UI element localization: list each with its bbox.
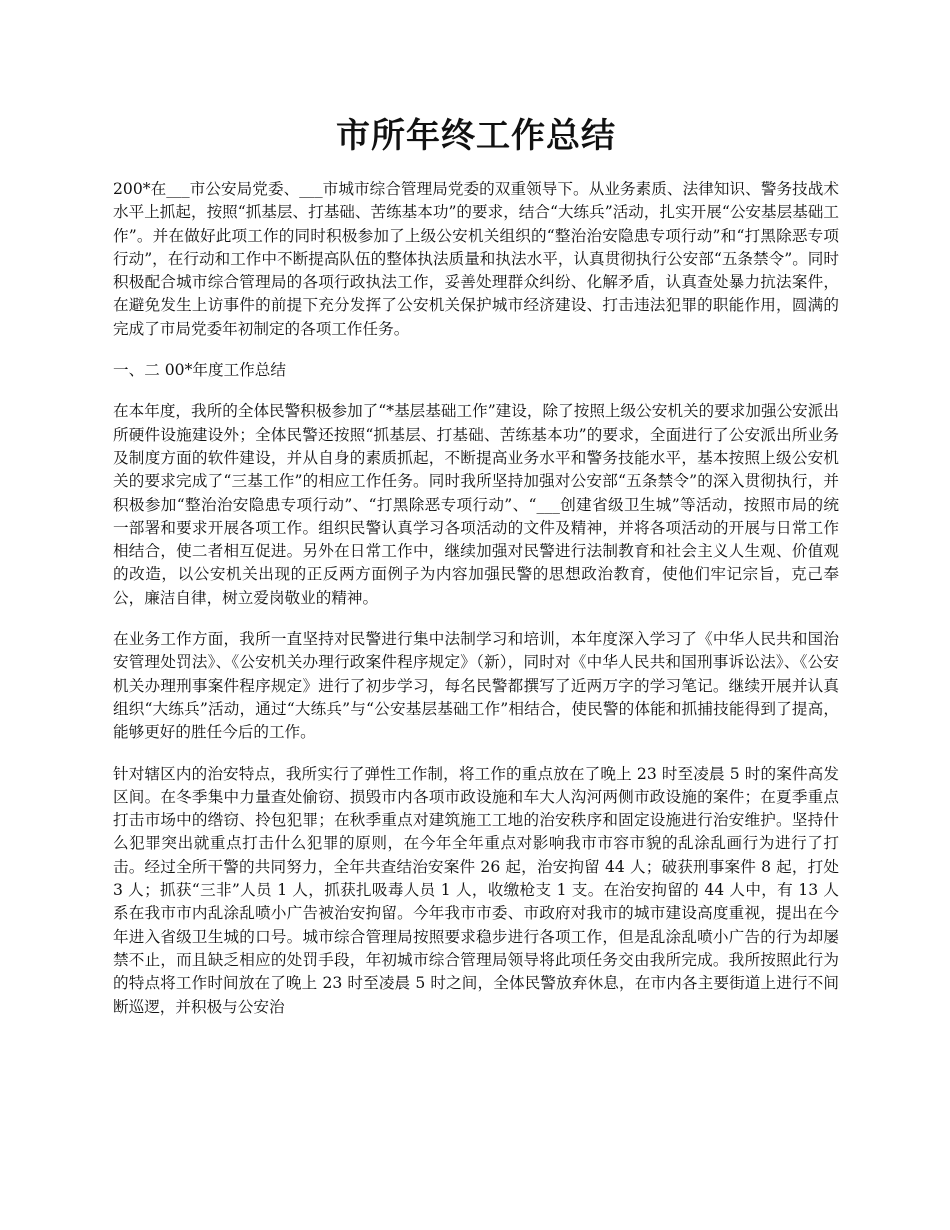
business-work-paragraph: 在业务工作方面，我所一直坚持对民警进行集中法制学习和培训，本年度深入学习了《中华人民共和国治安管理处罚法》、《公安机关办理行政案件程序规定》（新），同时对《中华人民共和国刑事诉讼法》、《公安机关办理刑事案件程序规定》进行了初步学习，每名民警都撰写了近两万字的学习笔记。继续开展并认真组织“大练兵”活动，通过“大练兵”与“公安基层基础工作”相结合，使民警的体能和抓捕技能得到了提高，能够更好的胜任今后的工作。	[113, 630, 839, 742]
work-summary-paragraph: 在本年度，我所的全体民警积极参加了“*基层基础工作”建设，除了按照上级公安机关的要求加强公安派出所硬件设施建设外；全体民警还按照“抓基层、打基础、苦练基本功”的要求，全面进行了公安派出所业务及制度方面的软件建设，并从自身的素质抓起，不断提高业务水平和警务技能水平，基本按照上级公安机关的要求完成了“三基工作”的相应工作任务。同时我所坚持加强对公安部“五条禁令”的深入贯彻执行，并积极参加“整治治安隐患专项行动”、“打黑除恶专项行动”、“___创建省级卫生城”等活动，按照市局的统一部署和要求开展各项工作。组织民警认真学习各项活动的文件及精神，并将各项活动的开展与日常工作相结合，使二者相互促进。另外在日常工作中，继续加强对民警进行法制教育和社会主义人生观、价值观的改造，以公安机关出现的正反两方面例子为内容加强民警的思想政治教育，使他们牢记宗旨，克己奉公，廉洁自律，树立爱岗敬业的精神。	[113, 402, 839, 607]
section-heading: 一、二 00*年度工作总结	[113, 361, 286, 380]
intro-paragraph: 200*在___市公安局党委、___市城市综合管理局党委的双重领导下。从业务素质、法律知识、警务技战术水平上抓起，按照“抓基层、打基础、苦练基本功”的要求，结合“大练兵”活动，扎实开展“公安基层基础工作”。并在做好此项工作的同时积极参加了上级公安机关组织的“整治治安隐患专项行动”和“打黑除恶专项行动”，在行动和工作中不断提高队伍的整体执法质量和执法水平，认真贯彻执行公安部“五条禁令”。同时积极配合城市综合管理局的各项行政执法工作，妥善处理群众纠纷、化解矛盾，认真查处暴力抗法案件，在避免发生上访事件的前提下充分发挥了公安机关保护城市经济建设、打击违法犯罪的职能作用，圆满的完成了市局党委年初制定的各项工作任务。	[113, 180, 839, 338]
document-body	[113, 178, 839, 1037]
public-security-paragraph: 针对辖区内的治安特点，我所实行了弹性工作制，将工作的重点放在了晚上 23 时至凌晨 5 时的案件高发区间。在冬季集中力量查处偷窃、损毁市内各项市政设施和车大人沟河两侧市政设施的案件；在夏季重点打击市场中的绺窃、拎包犯罪；在秋季重点对建筑施工工地的治安秩序和固定设施进行治安维护。坚持什么犯罪突出就重点打击什么犯罪的原则，在今年全年重点对影响我市市容市貌的乱涂乱画行为进行了打击。经过全所干警的共同努力，全年共查结治安案件 26 起，治安拘留 44 人；破获刑事案件 8 起，打处 3 人；抓获“三非”人员 1 人，抓获扎吸毒人员 1 人，收缴枪支 1 支。在治安拘留的 44 人中，有 13 人系在我市市内乱涂乱喷小广告被治安拘留。今年我市市委、市政府对我市的城市建设高度重视，提出在今年进入省级卫生城的口号。城市综合管理局按照要求稳步进行各项工作，但是乱涂乱喷小广告的行为却屡禁不止，而且缺乏相应的处罚手段，年初城市综合管理局领导将此项任务交由我所完成。我所按照此行为的特点将工作时间放在了晚上 23 时至凌晨 5 时之间，全体民警放弃休息，在市内各主要街道上进行不间断巡逻，并积极与公安治	[113, 764, 839, 1016]
document-title: 市所年终工作总结	[336, 116, 616, 156]
